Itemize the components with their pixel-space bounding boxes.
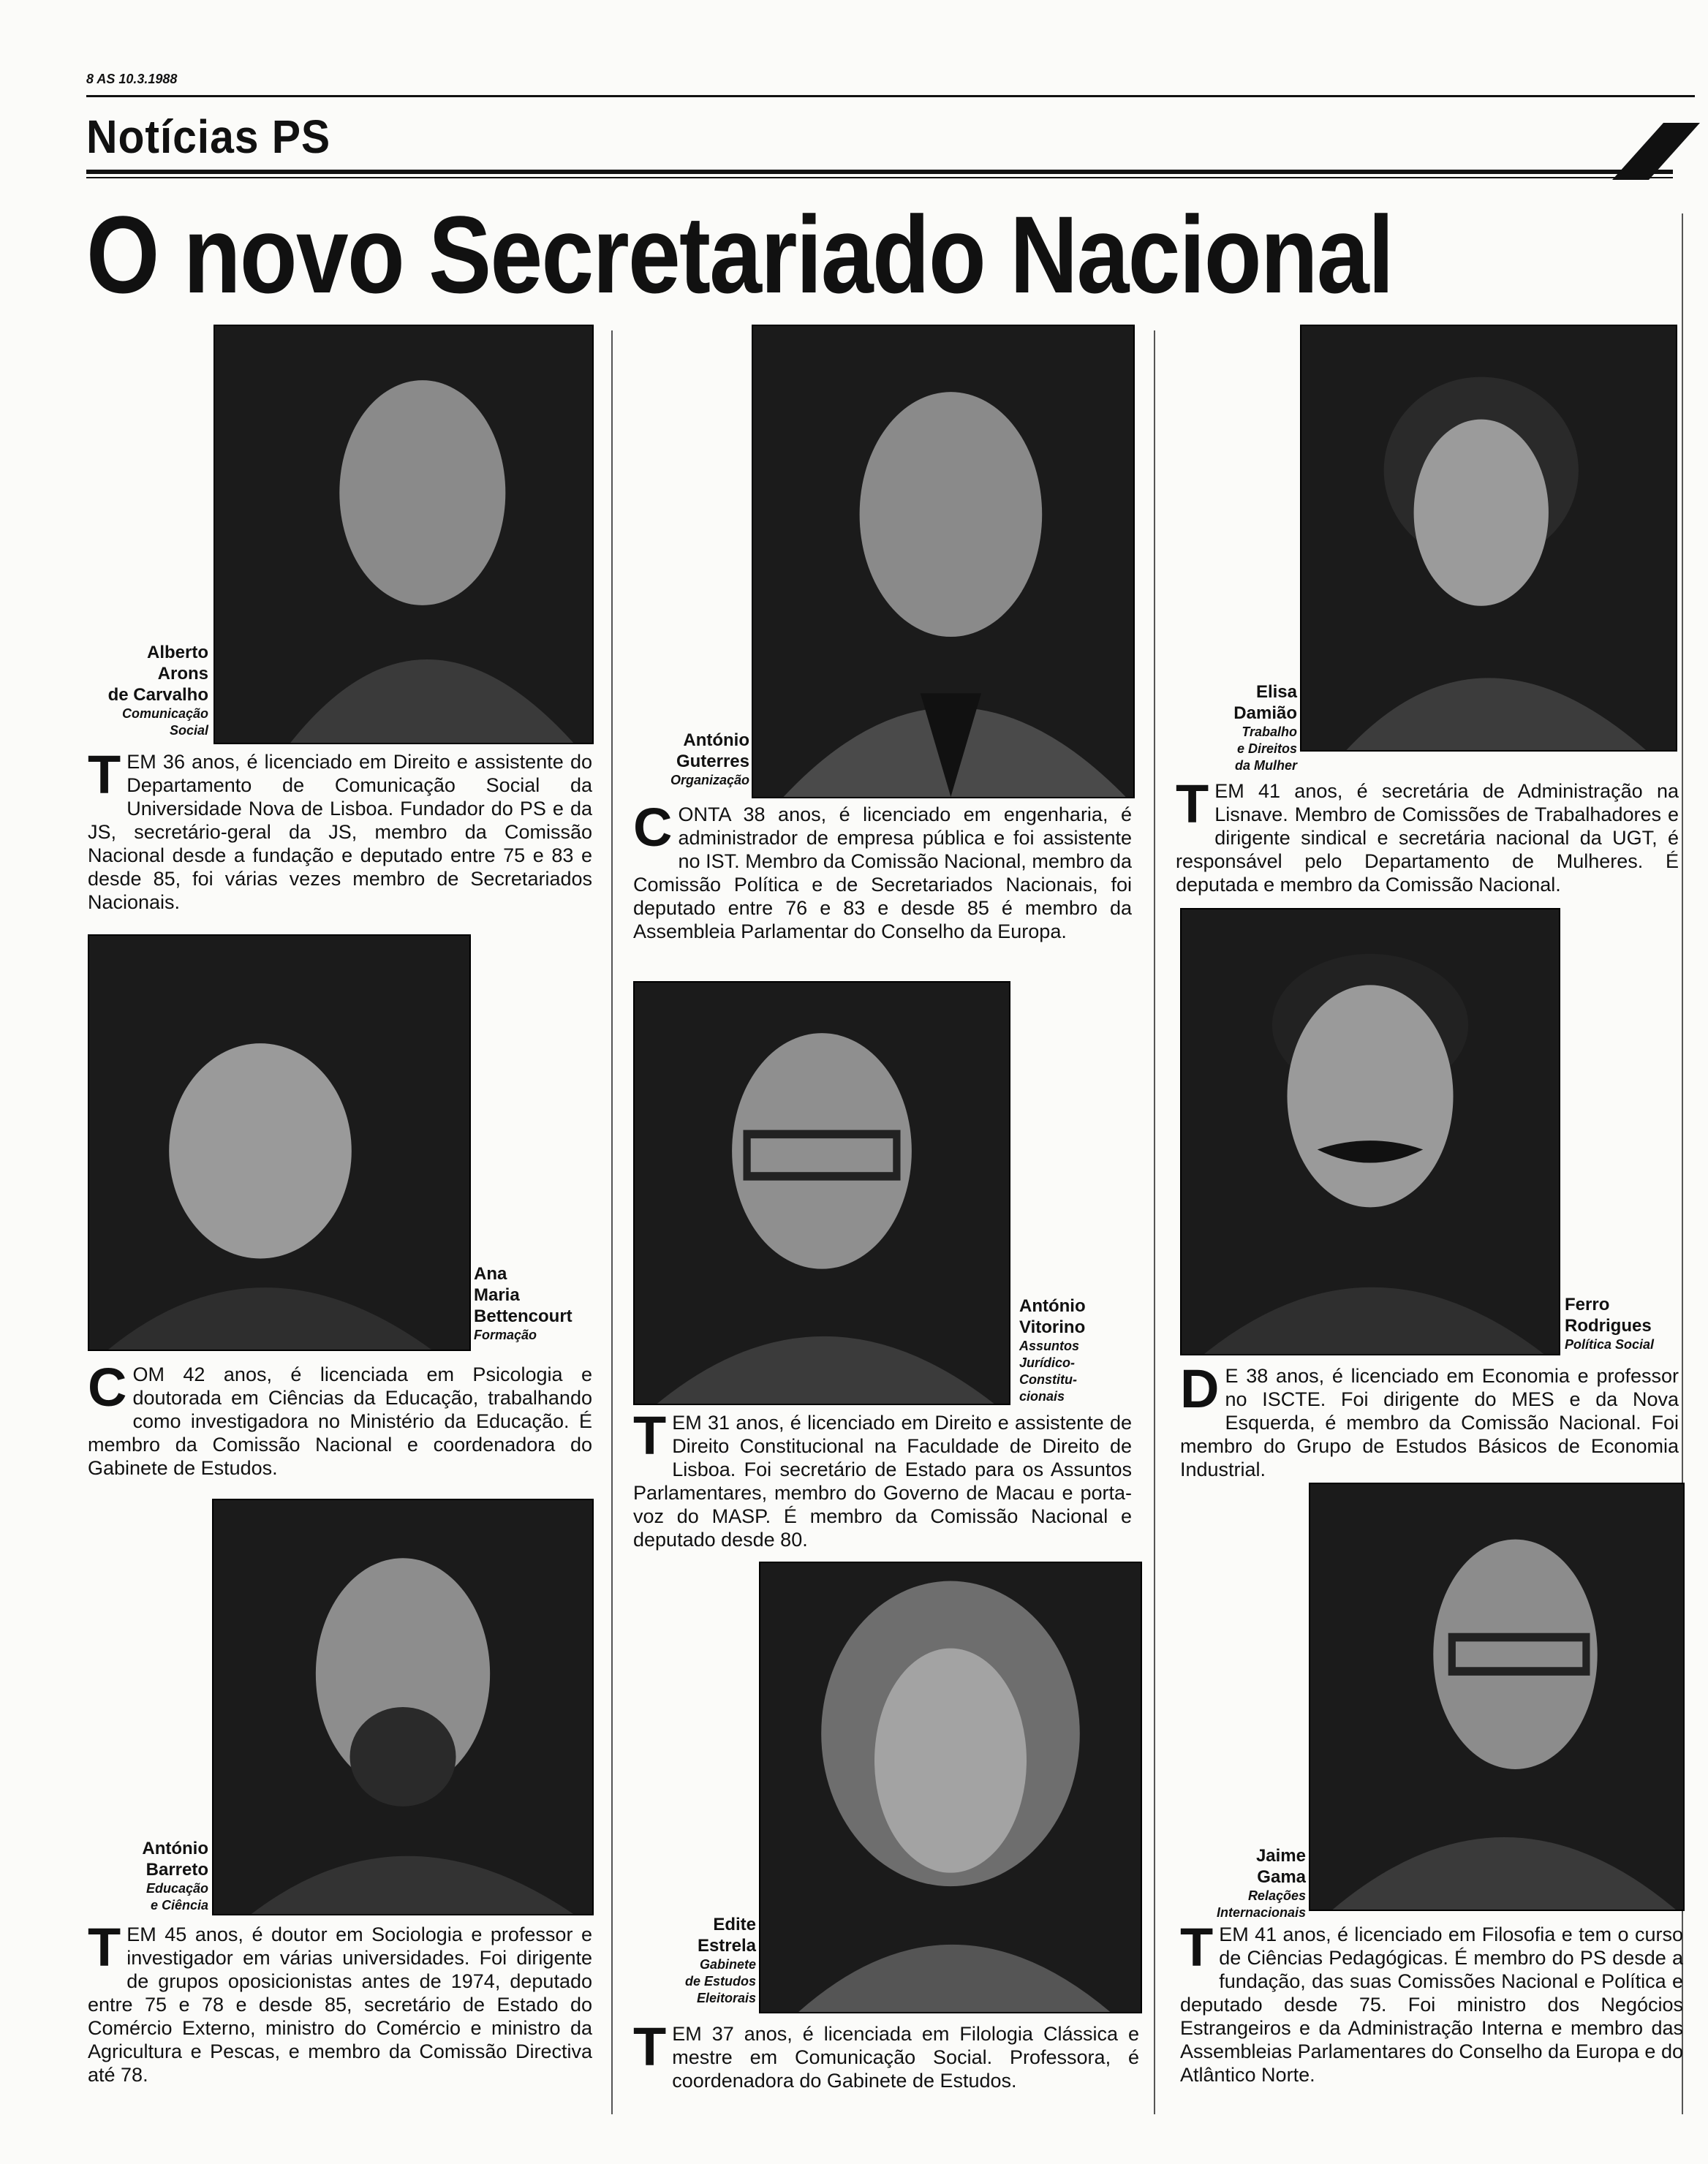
person-name: Guterres	[676, 752, 749, 771]
person-role: Organização	[670, 773, 749, 787]
drop-cap: T	[633, 2016, 667, 2077]
person-role: e Direitos	[1236, 741, 1297, 756]
portrait-photo	[214, 325, 594, 744]
bio-text: TEM 37 anos, é licenciada em Filologia Clássica e mestre em Comunicação Social. Professora, é coordenadora do Gabinete de Estudos.	[633, 2016, 1139, 2092]
person-role: de Estudos	[684, 1974, 756, 1989]
person-name: Vitorino	[1019, 1317, 1086, 1337]
drop-cap: C	[633, 797, 673, 858]
person-role: cionais	[1019, 1389, 1065, 1404]
person-name: Elisa	[1255, 682, 1297, 702]
person-name: Alberto	[147, 643, 208, 662]
section-slash-mark	[1612, 123, 1700, 180]
portrait-photo	[88, 934, 471, 1351]
person-role: Educação	[146, 1881, 208, 1896]
caption	[1019, 1295, 1144, 1405]
person-role: Formação	[474, 1328, 537, 1342]
column-rule-2	[1154, 330, 1155, 2114]
person-name: Gama	[1257, 1867, 1306, 1887]
caption	[1180, 1845, 1306, 1921]
person-name: António	[683, 730, 749, 750]
person-name: Arons	[157, 664, 208, 684]
person-role: Eleitorais	[696, 1991, 756, 2005]
person-name: Jaime	[1255, 1846, 1306, 1866]
dateline: 8 AS 10.3.1988	[86, 72, 178, 86]
person-role: Comunicação	[121, 706, 208, 721]
portrait-photo	[752, 325, 1135, 798]
person-name: Rodrigues	[1565, 1316, 1652, 1336]
top-rule	[86, 95, 1695, 97]
person-role: Assuntos	[1019, 1339, 1080, 1353]
drop-cap: D	[1180, 1358, 1220, 1419]
portrait-photo	[212, 1499, 594, 1915]
person-name: Damião	[1233, 703, 1297, 723]
bio-text: TEM 36 anos, é licenciado em Direito e assistente do Departamento de Comunicação Social da Universidade Nova de Lisboa. Fundador do PS e da JS, secretário-geral da JS, membro da Comissão Nacional desde a fundação e deputado entre 75 e 83 e desde 85, foi várias vezes membro de Secretariados Nacionais.	[88, 744, 592, 913]
portrait-photo	[1309, 1483, 1685, 1911]
person-name: Ferro	[1565, 1295, 1610, 1314]
caption	[633, 1914, 756, 2007]
portrait-photo	[759, 1562, 1142, 2013]
caption	[1170, 681, 1297, 774]
person-name: Barreto	[146, 1860, 208, 1880]
portrait-photo	[1180, 908, 1560, 1355]
bio-text: CONTA 38 anos, é licenciado em engenharia, é administrador de empresa pública e foi assistente no IST. Membro da Comissão Nacional, membro da Comissão Política e de Secretariados Nacionais, foi deputado entre 76 e 83 e desde 85 é membro da Assembleia Parlamentar do Conselho da Europa.	[633, 797, 1132, 942]
section-rule	[86, 170, 1673, 174]
person-name: Edite	[713, 1915, 756, 1934]
person-name: António	[1019, 1296, 1086, 1316]
drop-cap: T	[1176, 773, 1209, 834]
person-role: da Mulher	[1234, 758, 1297, 773]
portrait-photo	[1300, 325, 1677, 752]
person-role: Gabinete	[699, 1957, 756, 1972]
portrait-photo	[633, 981, 1010, 1405]
person-role: Social	[169, 723, 208, 738]
section-title: Notícias PS	[86, 110, 331, 163]
bio-text: TEM 45 anos, é doutor em Sociologia e professor e investigador em várias universidades. Foi dirigente de grupos oposicionistas antes de 1974, deputado entre 75 e 78 e desde 85, secretário de Estado do Comércio Externo, ministro do Comércio e ministro da Agricultura e Pescas, e membro da Comissão Directiva até 78.	[88, 1917, 592, 2086]
person-role: Relações	[1247, 1888, 1306, 1903]
caption	[88, 1838, 208, 1914]
caption	[629, 730, 749, 789]
drop-cap: C	[88, 1357, 127, 1418]
person-role: Jurídico-	[1019, 1355, 1076, 1370]
caption	[1565, 1294, 1682, 1353]
person-name: Bettencourt	[474, 1306, 573, 1326]
drop-cap: T	[88, 1917, 121, 1978]
person-role: Política Social	[1565, 1337, 1655, 1352]
person-role: Constitu-	[1019, 1372, 1077, 1387]
caption	[88, 642, 208, 739]
headline: O novo Secretariado Nacional	[86, 193, 1394, 316]
column-rule-1	[611, 330, 613, 2114]
person-role: e Ciência	[150, 1898, 208, 1913]
bio-text: TEM 31 anos, é licenciado em Direito e assistente de Direito Constitucional na Faculdade de Direito de Lisboa. Foi secretário de Estado para os Assuntos Parlamentares, membro do Governo de Macau e porta-voz do MASP. É membro da Comissão Nacional e deputado desde 80.	[633, 1405, 1132, 1551]
bio-text: COM 42 anos, é licenciada em Psicologia e doutorada em Ciências da Educação, trabalhando como investigadora no Ministério da Educação. É membro da Comissão Nacional e coordenadora do Gabinete de Estudos.	[88, 1357, 592, 1479]
bio-text: TEM 41 anos, é licenciado em Filosofia e tem o curso de Ciências Pedagógicas. É membro do PS desde a fundação, das suas Comissões Nacional e Política e deputado desde 75. Foi ministro dos Negócios Estrangeiros e da Administração Interna e membro das Assembleias Parlamentares do Conselho da Europa e do Atlântico Norte.	[1180, 1917, 1683, 2086]
person-name: Estrela	[697, 1936, 756, 1956]
person-name: António	[142, 1839, 208, 1858]
person-role: Trabalho	[1242, 725, 1297, 739]
person-name: Ana	[474, 1264, 507, 1284]
section-rule-thin	[86, 177, 1673, 178]
caption	[474, 1263, 605, 1344]
person-name: Maria	[474, 1285, 520, 1305]
drop-cap: T	[1180, 1917, 1214, 1978]
person-role: Internacionais	[1216, 1905, 1306, 1920]
person-name: de Carvalho	[107, 685, 208, 705]
bio-text: TEM 41 anos, é secretária de Administração na Lisnave. Membro de Comissões de Trabalhadores e dirigente sindical e secretária nacional da UGT, é responsável pelo Departamento de Mulheres. É deputada e membro da Comissão Nacional.	[1176, 773, 1679, 896]
drop-cap: T	[88, 744, 121, 805]
bio-text: D E 38 anos, é licenciado em Economia e professor no ISCTE. Foi dirigente do MES e da Nova Esquerda, é membro da Comissão Nacional. Foi membro do Grupo de Estudos Básicos de Economia Industrial.	[1180, 1358, 1679, 1480]
drop-cap: T	[633, 1405, 667, 1466]
